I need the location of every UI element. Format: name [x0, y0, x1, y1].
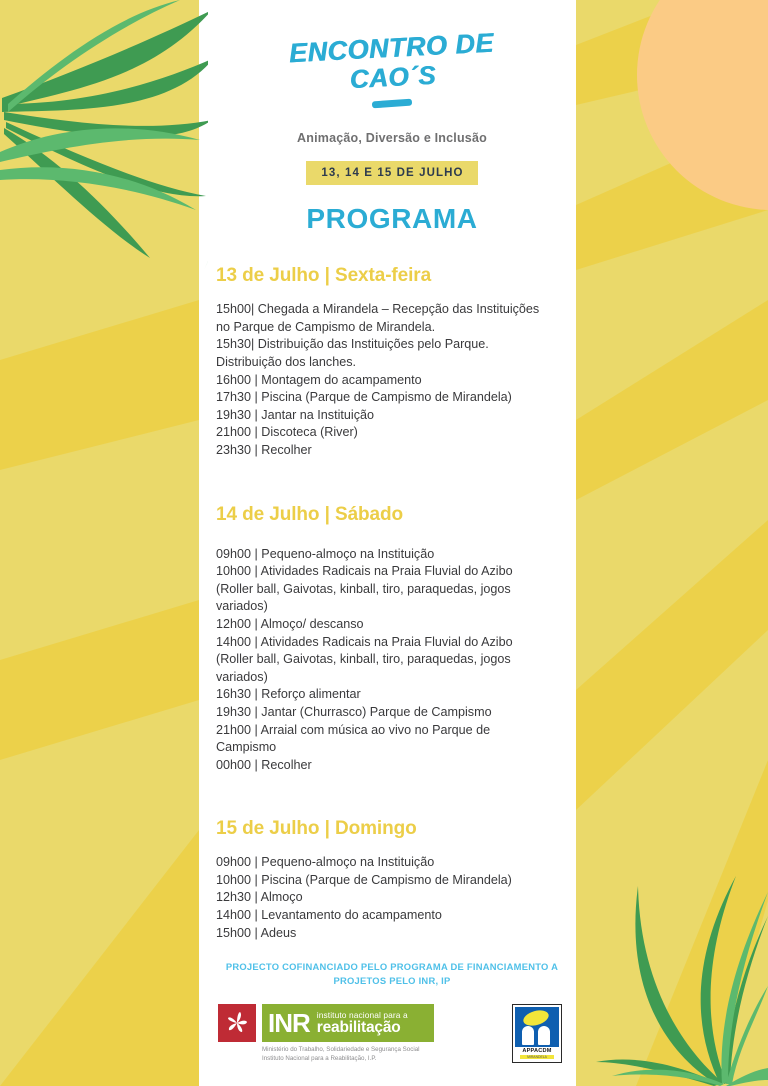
schedule-line: variados) [216, 599, 268, 614]
pinwheel-icon [218, 1004, 256, 1042]
inr-ministry-line2: Instituto Nacional para a Reabilitação, I.P. [262, 1054, 377, 1062]
pinwheel-glyph [224, 1010, 250, 1036]
appacdm-left-figure-shape [522, 1026, 534, 1045]
appacdm-name: APPACDM [522, 1048, 552, 1055]
palm-leaves-top-left [0, 0, 215, 270]
schedule-line: 10h00 | Piscina (Parque de Campismo de Mirandela) [216, 872, 512, 887]
poster-header [208, 0, 576, 235]
funding-note-line2: PROJETOS PELO INR, IP [333, 975, 451, 987]
event-title [276, 28, 509, 97]
schedule-day [216, 504, 556, 775]
inr-logo-top [218, 1004, 434, 1042]
appacdm-emblem-icon [515, 1007, 559, 1047]
schedule-line: 23h30 | Recolher [216, 442, 312, 457]
schedule-line: 09h00 | Pequeno-almoço na Instituição [216, 546, 435, 561]
schedule-line: no Parque de Campismo de Mirandela. [216, 319, 436, 334]
schedule-line: (Roller ball, Gaivotas, kinball, tiro, paraquedas, jogos [216, 652, 511, 667]
schedule-line: variados) [216, 669, 268, 684]
schedule-line: 12h00 | Almoço/ descanso [216, 616, 364, 631]
schedule-line: 00h00 | Recolher [216, 757, 312, 772]
schedule-line: 19h30 | Jantar (Churrasco) Parque de Campismo [216, 704, 492, 719]
day-title: 15 de Julho | Domingo [216, 818, 417, 840]
page-title: PROGRAMA [306, 203, 478, 235]
schedule-line: 16h30 | Reforço alimentar [216, 687, 361, 702]
schedule-list [208, 265, 576, 942]
day-items [216, 546, 556, 775]
inr-ministry-line1: Ministério do Trabalho, Solidariedade e Segurança Social [262, 1046, 420, 1054]
section-spacer [216, 784, 556, 818]
content-card [208, 0, 576, 1086]
event-title-line1: ENCONTRO DE [288, 27, 495, 69]
schedule-line: 15h00 | Adeus [216, 925, 297, 940]
schedule-line: (Roller ball, Gaivotas, kinball, tiro, paraquedas, jogos [216, 581, 511, 596]
appacdm-right-figure-shape [538, 1026, 550, 1045]
date-badge: 13, 14 E 15 DE JULHO [306, 161, 477, 185]
day-title: 13 de Julho | Sexta-feira [216, 265, 432, 287]
day-items [216, 854, 556, 942]
inr-word-big: reabilitação [316, 1018, 401, 1036]
day-items [216, 301, 556, 459]
schedule-line: Campismo [216, 740, 277, 755]
schedule-line: 14h00 | Levantamento do acampamento [216, 908, 442, 923]
schedule-day [216, 818, 556, 942]
event-title-line2: CAO´S [348, 59, 437, 95]
inr-logo [218, 1004, 434, 1063]
logo-row [208, 1004, 576, 1063]
schedule-day [216, 265, 556, 459]
inr-ministry-text [262, 1046, 434, 1063]
appacdm-location: MIRANDELA [520, 1055, 554, 1059]
funding-note [208, 960, 576, 988]
inr-logo-green-block [262, 1004, 434, 1042]
event-tagline: Animação, Diversão e Inclusão [297, 131, 487, 146]
day-title: 14 de Julho | Sábado [216, 503, 404, 525]
funding-note-line1: PROJECTO COFINANCIADO PELO PROGRAMA DE FINANCIAMENTO A [225, 961, 559, 973]
schedule-line: Distribuição dos lanches. [216, 355, 357, 370]
schedule-line: 19h30 | Jantar na Instituição [216, 407, 374, 422]
schedule-line: 09h00 | Pequeno-almoço na Instituição [216, 855, 435, 870]
appacdm-flame-shape [541, 1013, 546, 1020]
appacdm-logo [512, 1004, 562, 1063]
schedule-line: 16h00 | Montagem do acampamento [216, 372, 422, 387]
schedule-line: 15h30| Distribuição das Instituições pelo Parque. [216, 337, 489, 352]
inr-wordmark [317, 1011, 408, 1035]
title-underline-dash [372, 99, 412, 109]
schedule-line: 14h00 | Atividades Radicais na Praia Fluvial do Azibo [216, 634, 513, 649]
section-spacer [216, 470, 556, 504]
inr-word-small: instituto nacional para a [316, 1010, 408, 1021]
inr-monogram: INR [268, 1008, 310, 1039]
schedule-line: 12h30 | Almoço [216, 890, 303, 905]
schedule-line: 17h30 | Piscina (Parque de Campismo de Mirandela) [216, 390, 512, 405]
schedule-line: 21h00 | Arraial com música ao vivo no Parque de [216, 722, 491, 737]
schedule-line: 21h00 | Discoteca (River) [216, 425, 358, 440]
palm-leaves-bottom-right [596, 846, 768, 1086]
schedule-line: 15h00| Chegada a Mirandela – Recepção das Instituições [216, 302, 540, 317]
schedule-line: 10h00 | Atividades Radicais na Praia Fluvial do Azibo [216, 564, 513, 579]
